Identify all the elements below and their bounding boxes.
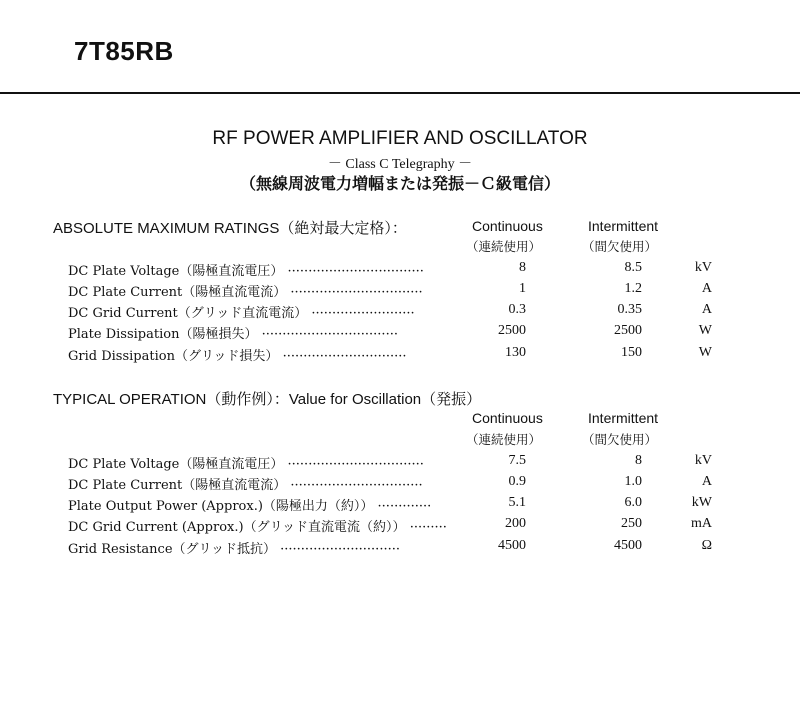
abs-max-col-intermittent-jp: （間欠使用） xyxy=(582,239,658,254)
table-cell-continuous: 7.5 xyxy=(508,453,526,468)
typical-col-continuous-jp: （連続使用） xyxy=(466,432,542,447)
page-subtitle-jp: （無線周波電力増幅または発振－Ｃ級電信） xyxy=(239,174,560,193)
table-cell-intermittent: 1.0 xyxy=(624,474,642,489)
table-cell-unit: mA xyxy=(691,516,712,531)
table-cell-unit: kV xyxy=(694,453,712,468)
model-number: 7T85RB xyxy=(74,36,174,66)
table-cell-unit: Ω xyxy=(701,538,712,553)
typical-col-continuous: Continuous xyxy=(472,410,543,426)
table-cell-continuous: 5.1 xyxy=(508,495,526,510)
table-cell-continuous: 1 xyxy=(519,281,526,296)
typical-col-intermittent: Intermittent xyxy=(588,410,659,426)
table-cell-intermittent: 0.35 xyxy=(617,302,642,317)
table-cell-unit: A xyxy=(701,474,712,489)
table-cell-unit: A xyxy=(701,302,712,317)
abs-max-heading: ABSOLUTE MAXIMUM RATINGS（絶対最大定格）： xyxy=(53,220,407,237)
header-rule xyxy=(0,92,800,94)
table-cell-intermittent: 150 xyxy=(621,345,642,360)
table-cell-continuous: 0.3 xyxy=(508,302,526,317)
page-subtitle: － Class C Telegraphy － xyxy=(327,157,473,172)
table-row-label: DC Grid Current (Approx.)（グリッド直流電流（約）） ········· xyxy=(68,520,447,535)
table-cell-continuous: 0.9 xyxy=(508,474,526,489)
table-cell-continuous: 4500 xyxy=(498,538,526,553)
table-cell-intermittent: 8 xyxy=(635,453,642,468)
abs-max-col-intermittent: Intermittent xyxy=(588,218,659,234)
table-row-label: DC Plate Voltage（陽極直流電圧） ································· xyxy=(68,264,424,279)
table-cell-unit: W xyxy=(698,345,712,360)
page-title: RF POWER AMPLIFIER AND OSCILLATOR xyxy=(212,128,588,149)
table-cell-intermittent: 6.0 xyxy=(624,495,642,510)
table-row-label: Plate Dissipation（陽極損失） ································· xyxy=(68,327,398,342)
table-row-label: DC Plate Current（陽極直流電流） ································ xyxy=(68,285,423,300)
table-cell-intermittent: 1.2 xyxy=(624,281,642,296)
table-row-label: DC Grid Current（グリッド直流電流） ························· xyxy=(68,306,415,321)
table-cell-unit: kW xyxy=(691,495,712,510)
table-cell-intermittent: 8.5 xyxy=(624,260,642,275)
table-cell-continuous: 8 xyxy=(519,260,526,275)
table-row-label: Grid Dissipation（グリッド損失） ······························ xyxy=(68,349,407,364)
table-cell-continuous: 2500 xyxy=(498,323,526,338)
table-cell-intermittent: 2500 xyxy=(614,323,642,338)
abs-max-table xyxy=(0,260,800,370)
table-cell-unit: kV xyxy=(694,260,712,275)
table-row-label: DC Plate Voltage（陽極直流電圧） ································· xyxy=(68,457,424,472)
table-row-label: DC Plate Current（陽極直流電流） ································ xyxy=(68,478,423,493)
abs-max-col-continuous: Continuous xyxy=(472,218,543,234)
table-cell-intermittent: 250 xyxy=(621,516,642,531)
table-cell-unit: A xyxy=(701,281,712,296)
table-cell-unit: W xyxy=(698,323,712,338)
abs-max-col-continuous-jp: （連続使用） xyxy=(466,239,542,254)
typical-table xyxy=(0,453,800,563)
table-cell-intermittent: 4500 xyxy=(614,538,642,553)
table-row-label: Plate Output Power (Approx.)（陽極出力（約）） ············· xyxy=(68,499,432,514)
typical-col-intermittent-jp: （間欠使用） xyxy=(582,432,658,447)
table-cell-continuous: 130 xyxy=(505,345,526,360)
table-cell-continuous: 200 xyxy=(505,516,526,531)
typical-heading: TYPICAL OPERATION（動作例）：Value for Oscillation（発振） xyxy=(53,391,482,408)
table-row-label: Grid Resistance（グリッド抵抗） ····························· xyxy=(68,542,400,557)
